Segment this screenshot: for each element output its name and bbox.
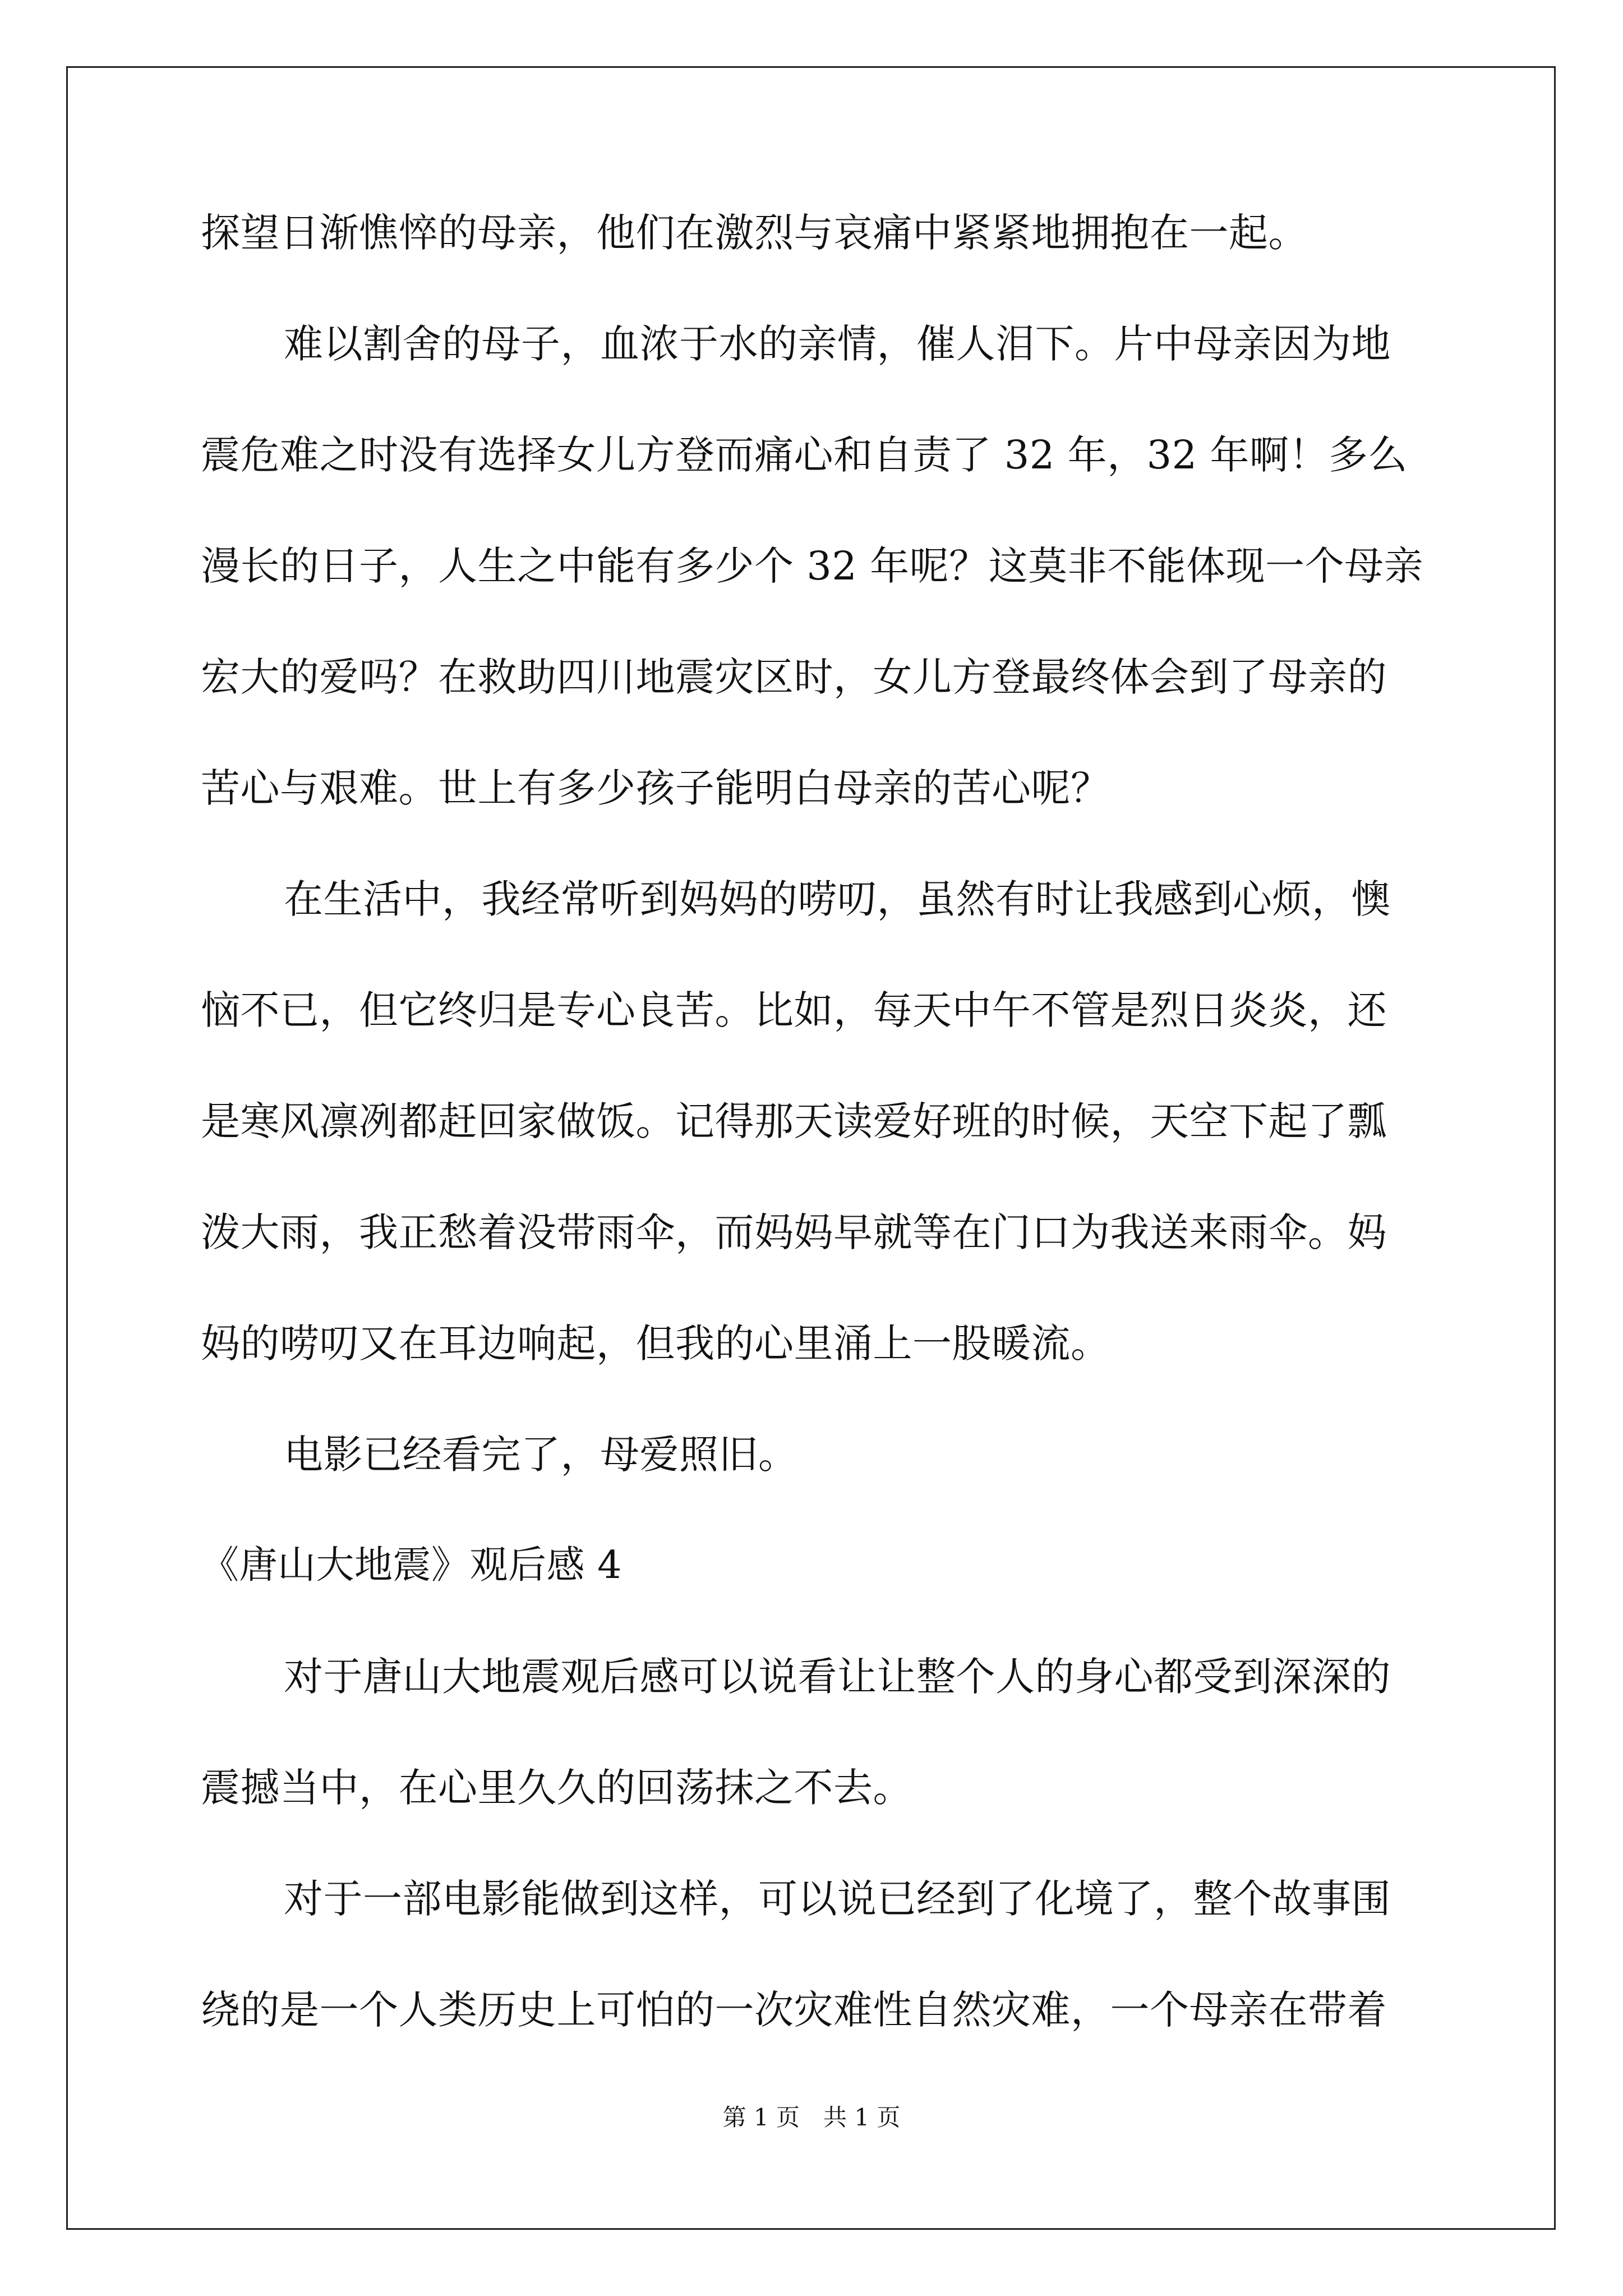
- section-heading: 《唐山大地震》观后感 4: [201, 1543, 622, 1588]
- text-line: 恼不已，但它终归是专心良苦。比如，每天中午不管是烈日炎炎，还: [201, 987, 1387, 1033]
- paragraph-start: 对于唐山大地震观后感可以说看让让整个人的身心都受到深深的: [284, 1654, 1391, 1700]
- text-line: 宏大的爱吗？在救助四川地震灾区时，女儿方登最终体会到了母亲的: [201, 654, 1387, 700]
- paragraph-start: 对于一部电影能做到这样，可以说已经到了化境了，整个故事围: [284, 1876, 1391, 1922]
- text-line: 妈的唠叨又在耳边响起，但我的心里涌上一股暖流。: [201, 1320, 1110, 1366]
- text-line: 探望日渐憔悴的母亲，他们在激烈与哀痛中紧紧地拥抱在一起。: [201, 210, 1308, 256]
- text-line: 绕的是一个人类历史上可怕的一次灾难性自然灾难，一个母亲在带着: [201, 1987, 1387, 2033]
- paragraph-start: 在生活中，我经常听到妈妈的唠叨，虽然有时让我感到心烦，懊: [284, 876, 1391, 922]
- paragraph-start: 电影已经看完了，母爱照旧。: [284, 1432, 798, 1478]
- text-line: 震撼当中，在心里久久的回荡抹之不去。: [201, 1765, 912, 1811]
- paragraph-start: 难以割舍的母子，血浓于水的亲情，催人泪下。片中母亲因为地: [284, 321, 1391, 367]
- text-line: 漫长的日子，人生之中能有多少个 32 年呢？这莫非不能体现一个母亲: [201, 543, 1424, 589]
- text-line: 苦心与艰难。世上有多少孩子能明白母亲的苦心呢？: [201, 765, 1110, 811]
- text-line: 泼大雨，我正愁着没带雨伞，而妈妈早就等在门口为我送来雨伞。妈: [201, 1209, 1387, 1255]
- text-line: 震危难之时没有选择女儿方登而痛心和自责了 32 年，32 年啊！多么: [201, 432, 1408, 478]
- page-footer: 第 1 页 共 1 页: [722, 2104, 901, 2131]
- text-line: 是寒风凛冽都赶回家做饭。记得那天读爱好班的时候，天空下起了瓢: [201, 1098, 1387, 1144]
